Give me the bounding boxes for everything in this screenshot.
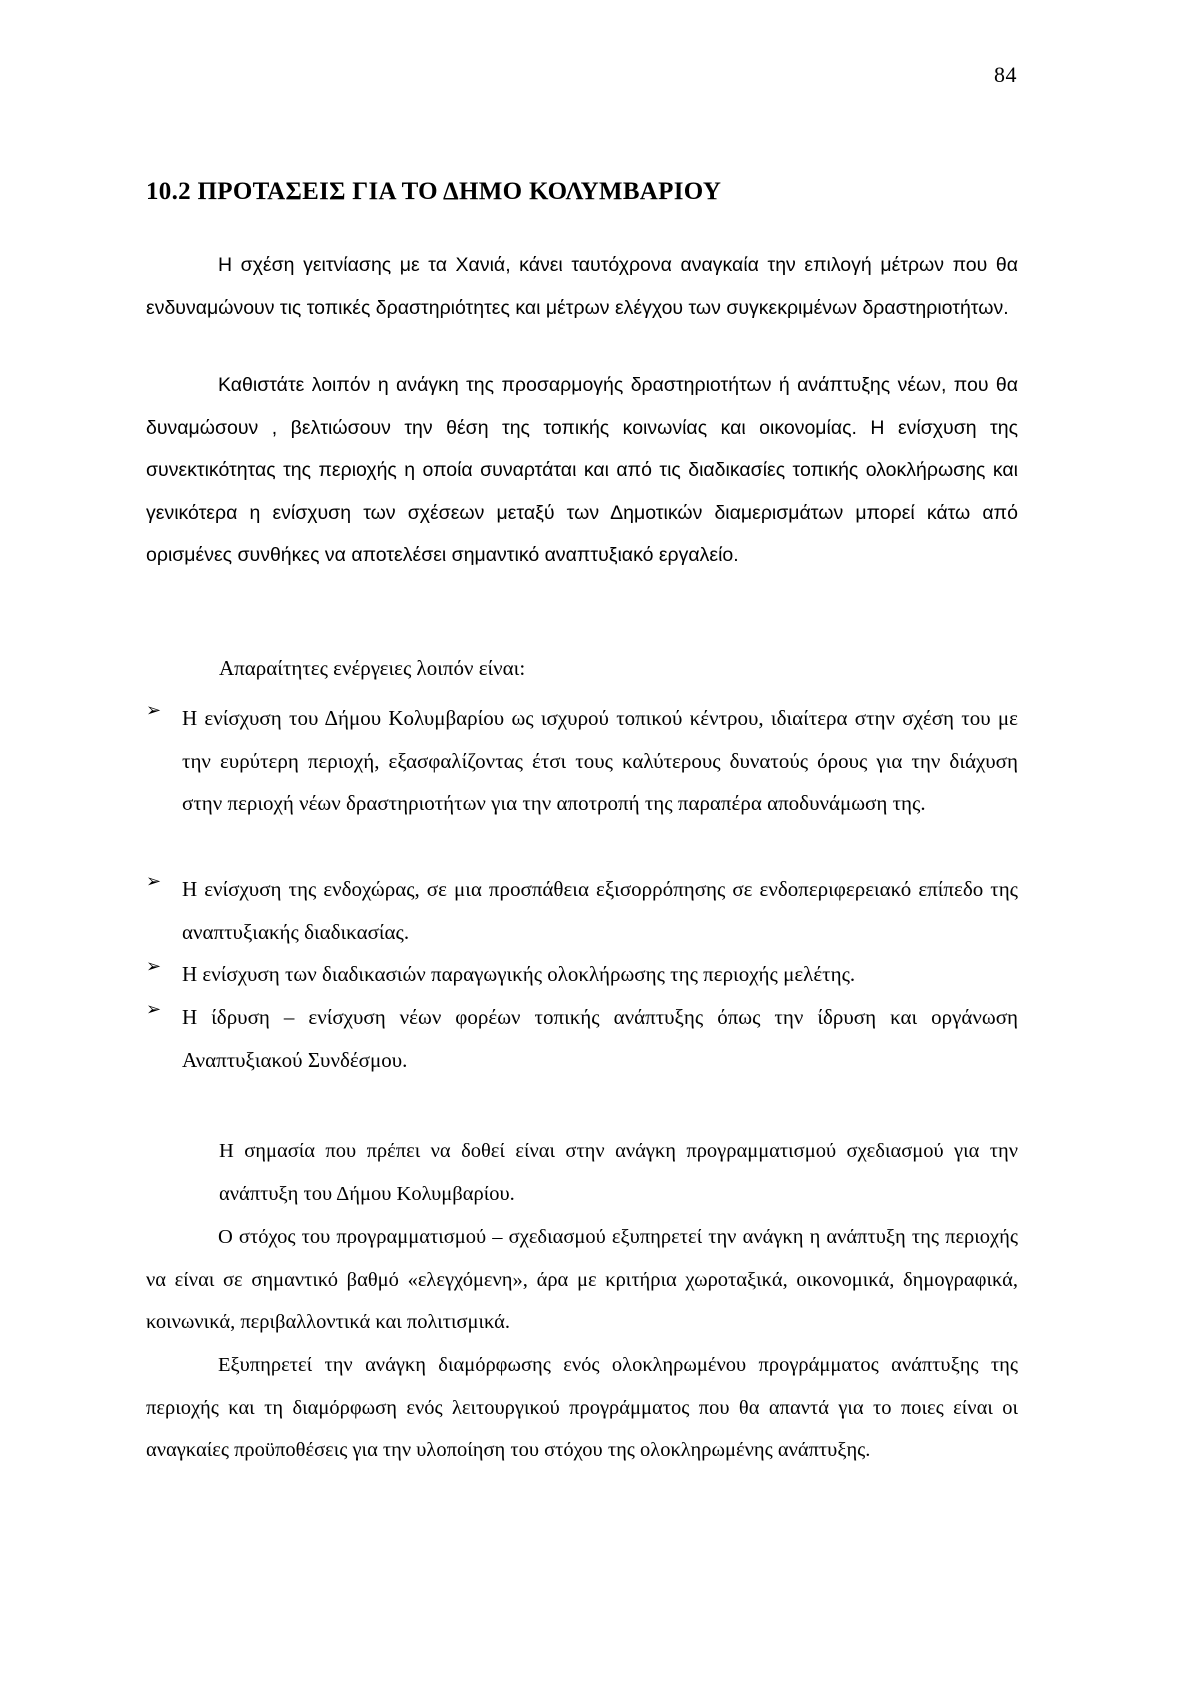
paragraph-intro: Η σχέση γειτνίασης με τα Χανιά, κάνει ταυτόχρονα αναγκαία την επιλογή μέτρων που θα ενδυναμώνουν τις τοπικές δραστηριότητες και μέτρων ελέγχου των συγκεκριμένων δραστηριοτήτων. (146, 254, 1018, 319)
page-number: 84 (994, 62, 1017, 87)
paragraph-program: Εξυπηρετεί την ανάγκη διαμόρφωσης ενός ολοκληρωμένου προγράμματος ανάπτυξης της περιοχής και τη διαμόρφωση ενός λειτουργικού προγράμματος που θα απαντά για το ποιες είναι οι αναγκαίες προϋποθέσεις για την υλοποίηση του στόχου της ολοκληρωμένης ανάπτυξης. (146, 1354, 1018, 1461)
bullet-item (146, 697, 1018, 825)
arrow-bullet-icon: ➢ (146, 999, 162, 1020)
bullet-text: Η ενίσχυση των διαδικασιών παραγωγικής ολοκλήρωσης της περιοχής μελέτης. (182, 962, 856, 986)
bullet-item (146, 868, 1018, 953)
paragraph-goal: Ο στόχος του προγραμματισμού – σχεδιασμού εξυπηρετεί την ανάγκη η ανάπτυξη της περιοχής να είναι σε σημαντικό βαθμό «ελεγχόμενη», άρα με κριτήρια χωροταξικά, οικονομικά, δημογραφικά, κοινωνικά, περιβαλλοντικά και πολιτισμικά. (146, 1226, 1018, 1333)
bullet-text: Η ενίσχυση του Δήμου Κολυμβαρίου ως ισχυρού τοπικού κέντρου, ιδιαίτερα στην σχέση του με την ευρύτερη περιοχή, εξασφαλίζοντας έτσι τους καλύτερους δυνατούς όρους για την διάχυση στην περιοχή νέων δραστηριοτήτων για την αποτροπή της παραπέρα αποδυνάμωση της. (182, 706, 1018, 815)
bullet-text: Η ίδρυση – ενίσχυση νέων φορέων τοπικής ανάπτυξης όπως την ίδρυση και οργάνωση Αναπτυξιακού Συνδέσμου. (182, 1005, 1018, 1072)
bullet-item (146, 996, 1018, 1081)
bullet-text: Η ενίσχυση της ενδοχώρας, σε μια προσπάθεια εξισορρόπησης σε ενδοπεριφερειακό επίπεδο της αναπτυξιακής διαδικασίας. (182, 877, 1018, 944)
paragraph-need: Καθιστάτε λοιπόν η ανάγκη της προσαρμογής δραστηριοτήτων ή ανάπτυξης νέων, που θα δυναμώσουν , βελτιώσουν την θέση της τοπικής κοινωνίας και οικονομίας. Η ενίσχυση της συνεκτικότητας της περιοχής η οποία συναρτάται και από τις διαδικασίες τοπικής ολοκλήρωσης και γενικότερα η ενίσχυση των σχέσεων μεταξύ των Δημοτικών διαμερισμάτων μπορεί κάτω από ορισμένες συνθήκες να αποτελέσει σημαντικό αναπτυξιακό εργαλείο. (146, 374, 1018, 566)
actions-intro: Απαραίτητες ενέργειες λοιπόν είναι: (219, 656, 526, 680)
section-heading: 10.2 ΠΡΟΤΑΣΕΙΣ ΓΙΑ ΤΟ ΔΗΜΟ ΚΟΛΥΜΒΑΡΙΟΥ (146, 178, 722, 205)
arrow-bullet-icon: ➢ (146, 700, 162, 721)
arrow-bullet-icon: ➢ (146, 871, 162, 892)
bullet-item (146, 953, 1018, 996)
arrow-bullet-icon: ➢ (146, 956, 162, 977)
paragraph-importance: Η σημασία που πρέπει να δοθεί είναι στην ανάγκη προγραμματισμού σχεδιασμού για την ανάπτυξη του Δήμου Κολυμβαρίου. (219, 1140, 1018, 1205)
